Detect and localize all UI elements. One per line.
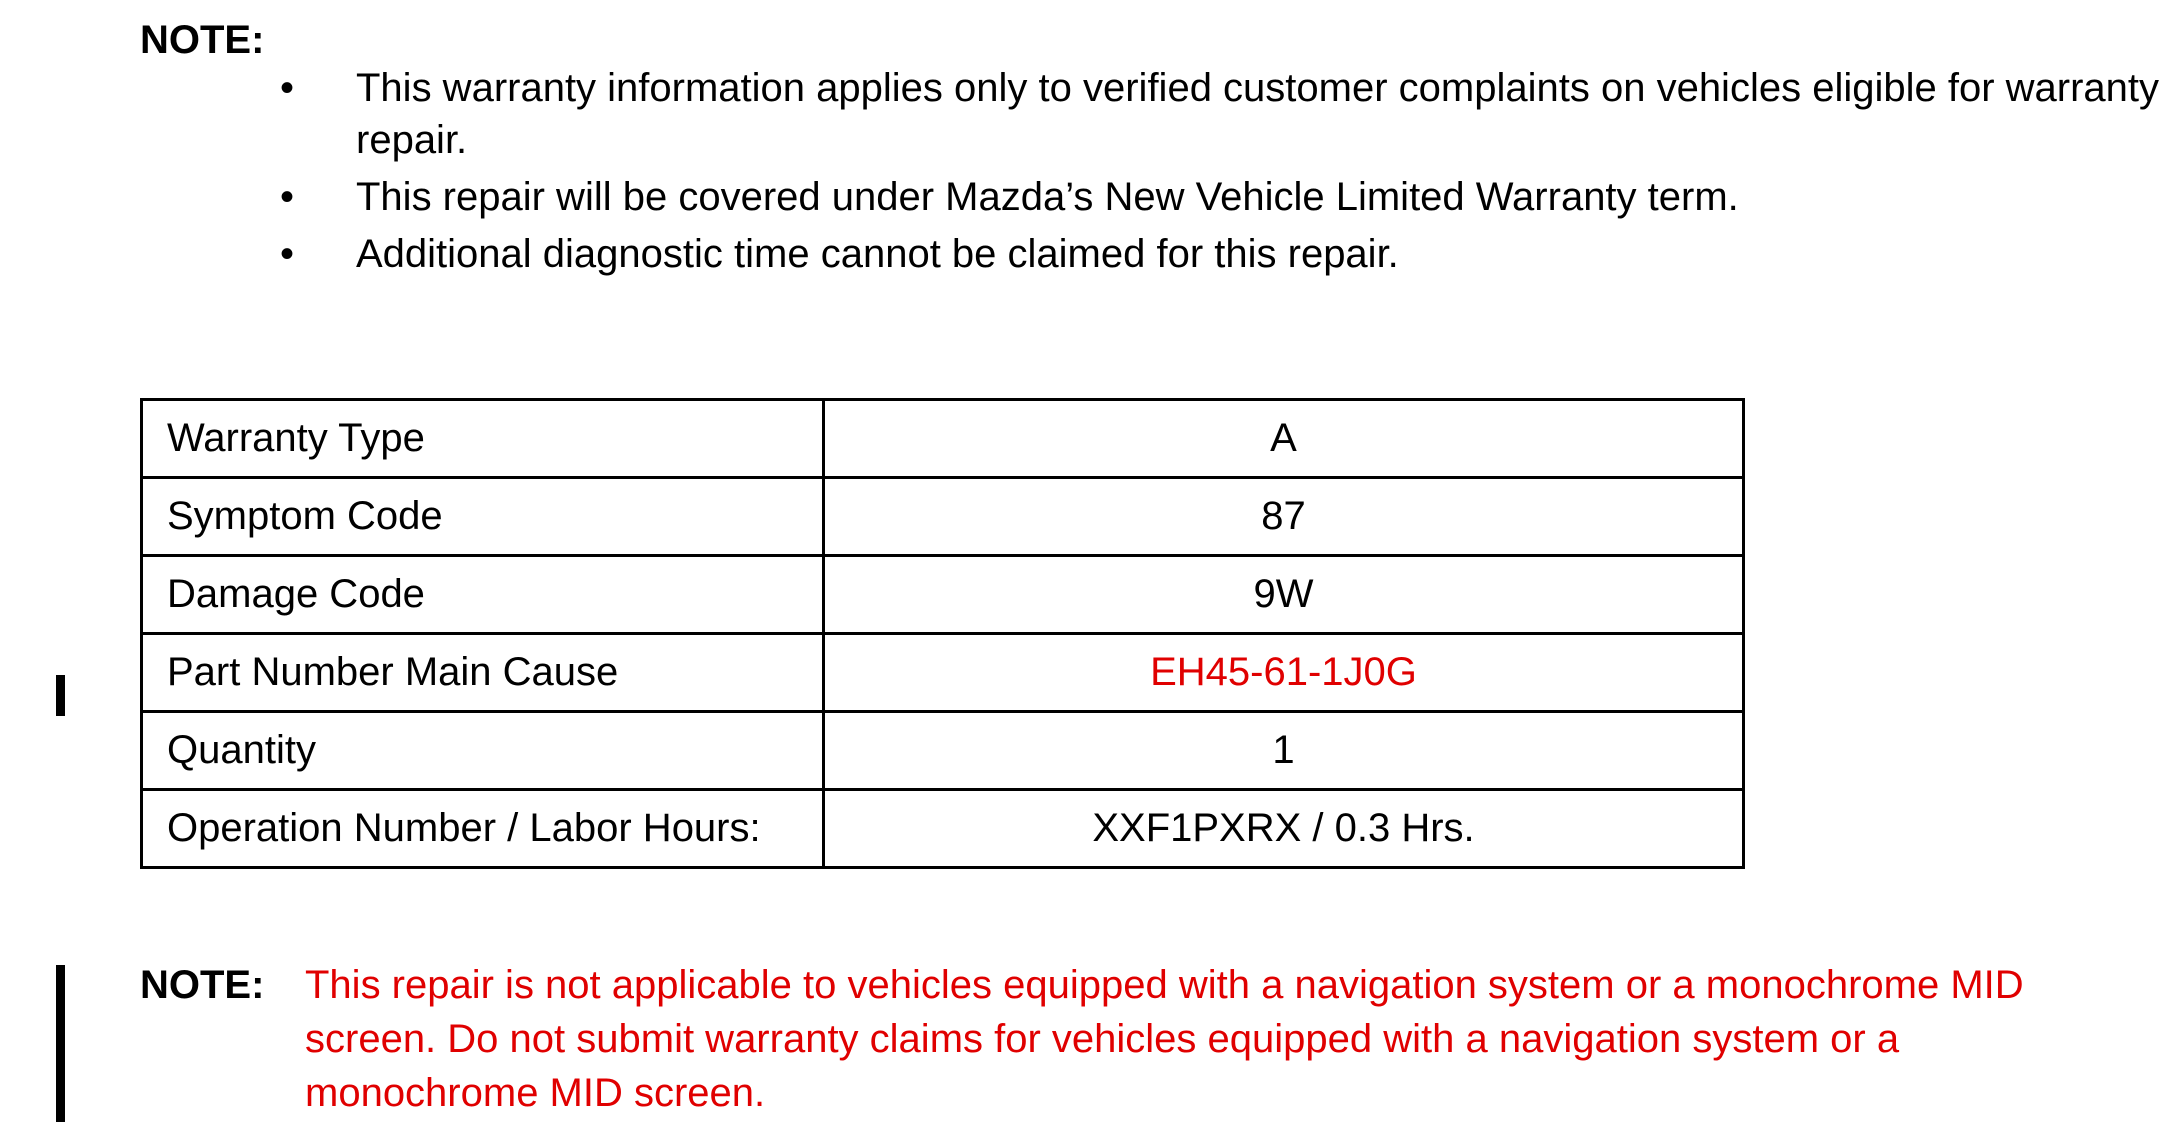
bullet-icon: • xyxy=(280,66,295,110)
table-row xyxy=(142,634,1744,712)
table-row xyxy=(142,712,1744,790)
row-value: 1 xyxy=(824,712,1744,790)
row-value: 9W xyxy=(824,556,1744,634)
row-value: A xyxy=(824,400,1744,478)
note-bullet-list xyxy=(280,62,2160,285)
row-label: Damage Code xyxy=(142,556,824,634)
row-label: Quantity xyxy=(142,712,824,790)
revision-change-bar xyxy=(56,675,65,716)
revision-change-bar xyxy=(56,965,65,1122)
row-label: Operation Number / Labor Hours: xyxy=(142,790,824,868)
table-row xyxy=(142,478,1744,556)
note-label: NOTE: xyxy=(140,963,265,1007)
note-bullet-text: This repair will be covered under Mazda’s New Vehicle Limited Warranty term. xyxy=(356,175,1739,219)
table-row xyxy=(142,400,1744,478)
note-bullet-item xyxy=(280,228,2160,280)
table-row xyxy=(142,790,1744,868)
row-label: Symptom Code xyxy=(142,478,824,556)
note-bullet-text: Additional diagnostic time cannot be claimed for this repair. xyxy=(356,232,1399,276)
row-label: Warranty Type xyxy=(142,400,824,478)
note-bullet-item xyxy=(280,62,2160,166)
note-bullet-item xyxy=(280,171,2160,223)
note-bullet-text: This warranty information applies only to verified customer complaints on vehicles eligible for warranty repair. xyxy=(356,66,2160,162)
warranty-info-table xyxy=(140,398,1745,869)
row-value: XXF1PXRX / 0.3 Hrs. xyxy=(824,790,1744,868)
note-text: This repair is not applicable to vehicles equipped with a navigation system or a monochrome MID screen. Do not submit warranty claims for vehicles equipped with a navigation system or a monochrome MID screen. xyxy=(305,963,2024,1115)
row-label: Part Number Main Cause xyxy=(142,634,824,712)
bullet-icon: • xyxy=(280,232,295,276)
part-number-value: EH45-61-1J0G xyxy=(824,634,1744,712)
table-row xyxy=(142,556,1744,634)
bullet-icon: • xyxy=(280,175,295,219)
note-label: NOTE: xyxy=(140,18,265,62)
row-value: 87 xyxy=(824,478,1744,556)
